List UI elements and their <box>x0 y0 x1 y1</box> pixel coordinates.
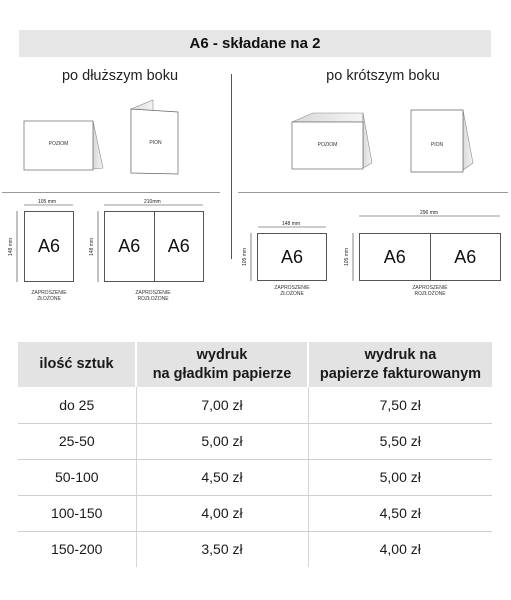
size-label: A6 <box>383 246 406 267</box>
long-edge-folded-caption <box>14 290 84 303</box>
long-edge-heading: po dłuższym boku <box>61 68 179 84</box>
quantity-cell: 150-200 <box>18 531 136 567</box>
long-edge-portrait-label: PION <box>149 140 162 146</box>
price-table <box>18 342 492 567</box>
textured-price-cell: 5,00 zł <box>308 459 492 495</box>
quantity-cell: 50-100 <box>18 459 136 495</box>
quantity-cell: do 25 <box>59 396 95 413</box>
quantity-column-header: ilość sztuk <box>18 342 136 387</box>
header-line2: na gładkim papierze <box>152 365 292 382</box>
price-table-header-row <box>18 342 492 387</box>
header-line1: wydruk na <box>364 347 437 364</box>
short-edge-folded-size: A6 <box>280 246 304 267</box>
caption-line2: ROZŁOŻONE <box>414 291 446 298</box>
short-edge-portrait-label: PION <box>430 142 444 148</box>
quantity-cell: 25-50 <box>18 423 136 459</box>
long-edge-folded-size: A6 <box>37 236 61 256</box>
table-row <box>18 495 492 531</box>
long-edge-folded-height-label: 148 mm <box>8 237 15 257</box>
caption-line2: ZŁOŻONE <box>280 291 304 298</box>
short-edge-unfolded-right-half <box>430 234 501 280</box>
caption-line1: ZAPROSZENIE <box>412 285 448 291</box>
short-edge-landscape-card-illustration <box>292 113 372 169</box>
smooth-price-cell: 4,00 zł <box>136 495 308 531</box>
table-row <box>18 459 492 495</box>
long-edge-folded-width-label: 105 mm <box>38 199 57 205</box>
short-edge-folded-caption <box>257 285 327 298</box>
short-edge-unfolded-left-half <box>360 234 430 280</box>
caption-line1: ZAPROSZENIE <box>135 290 171 296</box>
caption-line1: ZAPROSZENIE <box>274 285 310 291</box>
long-edge-unfolded-right-half <box>154 212 204 281</box>
size-label: A6 <box>454 246 477 267</box>
short-edge-folded-width-label: 148 mm <box>282 221 301 227</box>
textured-paper-column-header <box>308 342 492 387</box>
short-edge-unfolded-caption <box>395 285 465 298</box>
size-label: A6 <box>118 236 141 256</box>
header-line2: papierze fakturowanym <box>319 365 482 382</box>
caption-line2: ROZŁOŻONE <box>137 296 169 303</box>
table-row <box>18 423 492 459</box>
short-edge-unfolded-height-label: 105 mm <box>344 247 351 267</box>
short-edge-folded-height-label: 105 mm <box>242 247 249 267</box>
long-edge-unfolded-width-label: 210mm <box>144 199 161 205</box>
size-label: A6 <box>167 236 190 256</box>
table-row <box>18 531 492 567</box>
smooth-price-cell: 4,50 zł <box>136 459 308 495</box>
smooth-price-cell: 3,50 zł <box>136 531 308 567</box>
long-edge-portrait-card-illustration <box>131 100 178 174</box>
long-edge-unfolded-caption <box>118 290 188 303</box>
long-edge-landscape-label: POZIOM <box>48 141 69 147</box>
short-edge-heading: po krótszym boku <box>326 68 440 84</box>
textured-price-cell: 7,50 zł <box>308 387 492 423</box>
table-row <box>18 387 492 423</box>
long-edge-folded-card <box>24 211 74 282</box>
short-edge-folded-card <box>257 233 327 281</box>
caption-line2: ZŁOŻONE <box>37 296 61 303</box>
header-line1: wydruk <box>196 347 248 364</box>
short-edge-unfolded-width-label: 296 mm <box>420 210 439 216</box>
long-edge-unfolded-card <box>104 211 204 282</box>
long-edge-unfolded-height-label: 148 mm <box>89 237 96 257</box>
caption-line1: ZAPROSZENIE <box>31 290 67 296</box>
smooth-price-cell: 7,00 zł <box>136 387 308 423</box>
textured-price-cell: 4,50 zł <box>308 495 492 531</box>
quantity-cell: 100-150 <box>18 495 136 531</box>
long-edge-unfolded-left-half <box>105 212 154 281</box>
page-title: A6 - składane na 2 <box>19 30 491 57</box>
short-edge-landscape-label: POZIOM <box>317 142 338 148</box>
textured-price-cell: 5,50 zł <box>308 423 492 459</box>
smooth-paper-column-header <box>136 342 308 387</box>
short-edge-unfolded-card <box>359 233 501 281</box>
textured-price-cell: 4,00 zł <box>308 531 492 567</box>
smooth-price-cell: 5,00 zł <box>136 423 308 459</box>
short-edge-portrait-card-illustration <box>411 110 473 172</box>
